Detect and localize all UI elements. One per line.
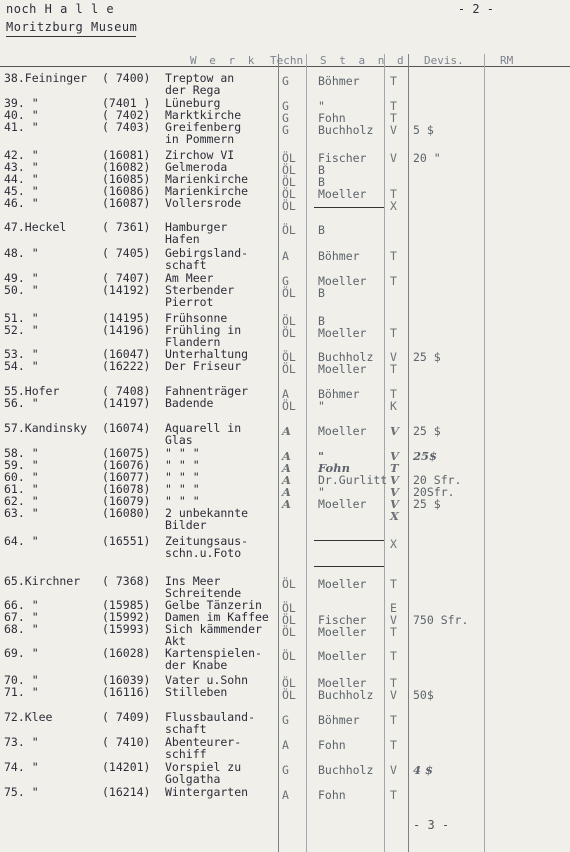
stand-blank-line bbox=[314, 540, 384, 541]
status-code-cell: T bbox=[390, 738, 397, 752]
work-title-cell: Greifenberg in Pommern bbox=[165, 120, 242, 146]
inventory-number-cell: (15992) bbox=[102, 610, 151, 624]
status-code-cell: T bbox=[390, 326, 397, 340]
location-cell: Moeller bbox=[318, 676, 367, 690]
status-code-cell: V bbox=[390, 449, 399, 463]
inventory-number-cell: (16076) bbox=[102, 458, 151, 472]
location-cell: Moeller bbox=[318, 274, 367, 288]
work-title-cell: 2 unbekannte Bilder bbox=[165, 506, 249, 532]
status-code-cell: V bbox=[390, 613, 397, 627]
location-cell: " bbox=[318, 99, 325, 113]
artist-cell: 64. " bbox=[4, 534, 39, 548]
inventory-number-cell: (16087) bbox=[102, 196, 151, 210]
status-code-cell: T bbox=[390, 676, 397, 690]
work-title-cell: " " " bbox=[165, 470, 200, 484]
work-title-cell: Marktkirche bbox=[165, 108, 242, 122]
location-cell: Fischer bbox=[318, 151, 367, 165]
artist-cell: 68. " bbox=[4, 622, 39, 636]
technique-cell: ÖL bbox=[282, 613, 296, 627]
location-cell: Moeller bbox=[318, 424, 367, 438]
artist-cell: 73. " bbox=[4, 735, 39, 749]
column-header-stand: S t a n d bbox=[320, 54, 407, 67]
status-code-cell: V bbox=[390, 473, 399, 487]
location-cell: " bbox=[318, 449, 324, 463]
work-title-cell: Aquarell in Glas bbox=[165, 421, 242, 447]
status-code-cell: V bbox=[390, 123, 397, 137]
work-title-cell: Ins Meer Schreitende bbox=[165, 574, 242, 600]
status-code-cell: V bbox=[390, 497, 399, 511]
technique-cell: A bbox=[282, 473, 291, 487]
technique-cell: G bbox=[282, 763, 289, 777]
column-header-rm: RM bbox=[500, 54, 514, 67]
location-cell: Buchholz bbox=[318, 763, 374, 777]
artist-cell: 43. " bbox=[4, 160, 39, 174]
work-title-cell: Abenteurer- schiff bbox=[165, 735, 242, 761]
location-cell: Fohn bbox=[318, 111, 346, 125]
inventory-number-cell: (16551) bbox=[102, 534, 151, 548]
artist-cell: 56. " bbox=[4, 396, 39, 410]
page-footer-number: - 3 - bbox=[413, 818, 450, 832]
artist-cell: 48. " bbox=[4, 246, 39, 260]
artist-cell: 55.Hofer bbox=[4, 384, 60, 398]
inventory-number-cell: ( 7407) bbox=[102, 271, 151, 285]
work-title-cell: " " " bbox=[165, 446, 200, 460]
technique-cell: ÖL bbox=[282, 577, 296, 591]
work-title-cell: Vorspiel zu Golgatha bbox=[165, 760, 242, 786]
inventory-number-cell: (16082) bbox=[102, 160, 151, 174]
work-title-cell: Zirchow VI bbox=[165, 148, 235, 162]
technique-cell: G bbox=[282, 123, 289, 137]
inventory-number-cell: (16074) bbox=[102, 421, 151, 435]
artist-cell: 45. " bbox=[4, 184, 39, 198]
inventory-number-cell: ( 7408) bbox=[102, 384, 151, 398]
technique-cell: G bbox=[282, 74, 289, 88]
header-museum: Moritzburg Museum bbox=[6, 20, 138, 34]
column-divider-technik bbox=[278, 54, 279, 852]
technique-cell: ÖL bbox=[282, 175, 296, 189]
inventory-number-cell: (16085) bbox=[102, 172, 151, 186]
stand-blank-line bbox=[314, 566, 384, 567]
price-cell: 750 Sfr. bbox=[413, 613, 469, 627]
artist-cell: 58. " bbox=[4, 446, 39, 460]
column-divider-stand bbox=[306, 54, 307, 852]
status-code-cell: T bbox=[390, 187, 397, 201]
work-title-cell: Vater u.Sohn bbox=[165, 673, 249, 687]
work-title-cell: " " " bbox=[165, 458, 200, 472]
inventory-number-cell: (16080) bbox=[102, 506, 151, 520]
status-code-cell: T bbox=[390, 99, 397, 113]
work-title-cell: Marienkirche bbox=[165, 172, 249, 186]
artist-cell: 52. " bbox=[4, 323, 39, 337]
work-title-cell: Am Meer bbox=[165, 271, 214, 285]
location-cell: Buchholz bbox=[318, 123, 374, 137]
location-cell: Moeller bbox=[318, 625, 367, 639]
status-code-cell: T bbox=[390, 649, 397, 663]
work-title-cell: Lüneburg bbox=[165, 96, 221, 110]
status-code-cell: X bbox=[390, 537, 397, 551]
technique-cell: ÖL bbox=[282, 601, 296, 615]
technique-cell: A bbox=[282, 788, 289, 802]
technique-cell: A bbox=[282, 387, 289, 401]
inventory-number-cell: ( 7368) bbox=[102, 574, 151, 588]
inventory-number-cell: (16039) bbox=[102, 673, 151, 687]
artist-cell: 46. " bbox=[4, 196, 39, 210]
header-city: noch H a l l e bbox=[6, 2, 115, 16]
inventory-number-cell: (15985) bbox=[102, 598, 151, 612]
location-cell: B bbox=[318, 175, 325, 189]
technique-cell: ÖL bbox=[282, 362, 296, 376]
work-title-cell: " " " bbox=[165, 482, 200, 496]
price-cell: 25 $ bbox=[413, 350, 441, 364]
technique-cell: A bbox=[282, 485, 291, 499]
status-code-cell: V bbox=[390, 688, 397, 702]
stand-underline bbox=[314, 207, 384, 208]
column-header-devis: Devis. bbox=[424, 54, 464, 67]
location-cell: Fohn bbox=[318, 788, 346, 802]
status-code-cell: T bbox=[390, 249, 397, 263]
artist-cell: 66. " bbox=[4, 598, 39, 612]
location-cell: Moeller bbox=[318, 187, 367, 201]
inventory-number-cell: (16077) bbox=[102, 470, 151, 484]
technique-cell: ÖL bbox=[282, 350, 296, 364]
artist-cell: 72.Klee bbox=[4, 710, 53, 724]
inventory-number-cell: (16047) bbox=[102, 347, 151, 361]
location-cell: " bbox=[318, 485, 325, 499]
column-divider-devis bbox=[408, 54, 409, 852]
inventory-number-cell: (16078) bbox=[102, 482, 151, 496]
artist-cell: 44. " bbox=[4, 172, 39, 186]
inventory-number-cell: (16222) bbox=[102, 359, 151, 373]
technique-cell: A bbox=[282, 497, 291, 511]
status-code-cell: V bbox=[390, 151, 397, 165]
inventory-number-cell: (16079) bbox=[102, 494, 151, 508]
work-title-cell: " " " bbox=[165, 494, 200, 508]
status-code-cell: T bbox=[390, 387, 397, 401]
location-cell: Böhmer bbox=[318, 249, 360, 263]
technique-cell: G bbox=[282, 713, 289, 727]
location-cell: Böhmer bbox=[318, 74, 360, 88]
price-cell: 50$ bbox=[413, 688, 434, 702]
location-cell: B bbox=[318, 314, 325, 328]
work-title-cell: Treptow an der Rega bbox=[165, 71, 235, 97]
work-title-cell: Wintergarten bbox=[165, 785, 249, 799]
artist-cell: 42. " bbox=[4, 148, 39, 162]
artist-cell: 69. " bbox=[4, 646, 39, 660]
work-title-cell: Flussbauland- schaft bbox=[165, 710, 256, 736]
technique-cell: A bbox=[282, 249, 289, 263]
status-code-cell: T bbox=[390, 461, 399, 475]
inventory-number-cell: (16075) bbox=[102, 446, 151, 460]
status-code-cell: V bbox=[390, 424, 399, 438]
location-cell: Moeller bbox=[318, 326, 367, 340]
artist-cell: 62. " bbox=[4, 494, 39, 508]
work-title-cell: Gelbe Tänzerin bbox=[165, 598, 262, 612]
technique-cell: ÖL bbox=[282, 163, 296, 177]
location-cell: Fischer bbox=[318, 613, 367, 627]
status-code-cell: T bbox=[390, 713, 397, 727]
technique-cell: A bbox=[282, 738, 289, 752]
technique-cell: ÖL bbox=[282, 199, 296, 213]
technique-cell: A bbox=[282, 449, 291, 463]
artist-cell: 74. " bbox=[4, 760, 39, 774]
inventory-number-cell: (16028) bbox=[102, 646, 151, 660]
location-cell: Moeller bbox=[318, 497, 367, 511]
work-title-cell: Gebirgsland- schaft bbox=[165, 246, 249, 272]
location-cell: Moeller bbox=[318, 362, 367, 376]
status-code-cell: T bbox=[390, 362, 397, 376]
work-title-cell: Marienkirche bbox=[165, 184, 249, 198]
artist-cell: 38.Feininger bbox=[4, 71, 88, 85]
technique-cell: ÖL bbox=[282, 286, 296, 300]
technique-cell: ÖL bbox=[282, 649, 296, 663]
inventory-number-cell: (7401 ) bbox=[102, 96, 151, 110]
location-cell: Dr.Gurlitt bbox=[318, 473, 388, 487]
artist-cell: 49. " bbox=[4, 271, 39, 285]
column-divider-code bbox=[384, 54, 385, 852]
artist-cell: 70. " bbox=[4, 673, 39, 687]
price-cell: 20Sfr. bbox=[413, 485, 455, 499]
status-code-cell: T bbox=[390, 111, 397, 125]
inventory-number-cell: (16116) bbox=[102, 685, 151, 699]
artist-cell: 50. " bbox=[4, 283, 39, 297]
work-title-cell: Frühling in Flandern bbox=[165, 323, 242, 349]
location-cell: Fohn bbox=[318, 738, 346, 752]
work-title-cell: Sich kämmender Akt bbox=[165, 622, 262, 648]
technique-cell: ÖL bbox=[282, 625, 296, 639]
status-code-cell: T bbox=[390, 74, 397, 88]
location-cell: Böhmer bbox=[318, 713, 360, 727]
technique-cell: A bbox=[282, 461, 291, 475]
column-divider-rm bbox=[484, 54, 485, 852]
price-cell: 5 $ bbox=[413, 123, 434, 137]
status-code-cell: V bbox=[390, 350, 397, 364]
status-code-cell: E bbox=[390, 601, 397, 615]
technique-cell: ÖL bbox=[282, 326, 296, 340]
price-cell: 20 Sfr. bbox=[413, 473, 462, 487]
artist-cell: 65.Kirchner bbox=[4, 574, 81, 588]
work-title-cell: Gelmeroda bbox=[165, 160, 228, 174]
work-title-cell: Stilleben bbox=[165, 685, 228, 699]
work-title-cell: Frühsonne bbox=[165, 311, 228, 325]
artist-cell: 61. " bbox=[4, 482, 39, 496]
work-title-cell: Damen im Kaffee bbox=[165, 610, 269, 624]
inventory-number-cell: ( 7410) bbox=[102, 735, 151, 749]
column-header-werk: W e r k bbox=[190, 54, 258, 67]
artist-cell: 59. " bbox=[4, 458, 39, 472]
artist-cell: 41. " bbox=[4, 120, 39, 134]
work-title-cell: Der Friseur bbox=[165, 359, 242, 373]
location-cell: Fohn bbox=[318, 461, 350, 475]
status-code-cell: X bbox=[390, 509, 399, 523]
location-cell: Böhmer bbox=[318, 387, 360, 401]
location-cell: Moeller bbox=[318, 577, 367, 591]
inventory-number-cell: ( 7400) bbox=[102, 71, 151, 85]
technique-cell: ÖL bbox=[282, 314, 296, 328]
artist-cell: 54. " bbox=[4, 359, 39, 373]
work-title-cell: Vollersrode bbox=[165, 196, 242, 210]
inventory-number-cell: (16081) bbox=[102, 148, 151, 162]
technique-cell: ÖL bbox=[282, 688, 296, 702]
status-code-cell: K bbox=[390, 399, 397, 413]
location-cell: Moeller bbox=[318, 649, 367, 663]
location-cell: Buchholz bbox=[318, 350, 374, 364]
inventory-number-cell: (16214) bbox=[102, 785, 151, 799]
status-code-cell: T bbox=[390, 274, 397, 288]
technique-cell: ÖL bbox=[282, 223, 296, 237]
artist-cell: 57.Kandinsky bbox=[4, 421, 88, 435]
artist-cell: 39. " bbox=[4, 96, 39, 110]
inventory-number-cell: (14195) bbox=[102, 311, 151, 325]
price-cell: 20 " bbox=[413, 151, 441, 165]
column-header-technik: Techn bbox=[270, 54, 304, 67]
price-cell: 25 $ bbox=[413, 497, 441, 511]
work-title-cell: Fahnenträger bbox=[165, 384, 249, 398]
work-title-cell: Unterhaltung bbox=[165, 347, 249, 361]
technique-cell: ÖL bbox=[282, 399, 296, 413]
location-cell: B bbox=[318, 286, 325, 300]
technique-cell: G bbox=[282, 99, 289, 113]
status-code-cell: V bbox=[390, 485, 399, 499]
artist-cell: 60. " bbox=[4, 470, 39, 484]
price-cell: 4 $ bbox=[413, 763, 434, 777]
artist-cell: 47.Heckel bbox=[4, 220, 67, 234]
work-title-cell: Sterbender Pierrot bbox=[165, 283, 235, 309]
status-code-cell: T bbox=[390, 577, 397, 591]
inventory-number-cell: ( 7403) bbox=[102, 120, 151, 134]
technique-cell: A bbox=[282, 424, 291, 438]
location-cell: B bbox=[318, 163, 325, 177]
artist-cell: 67. " bbox=[4, 610, 39, 624]
artist-cell: 71. " bbox=[4, 685, 39, 699]
location-cell: " bbox=[318, 399, 325, 413]
inventory-number-cell: (14196) bbox=[102, 323, 151, 337]
inventory-number-cell: ( 7405) bbox=[102, 246, 151, 260]
artist-cell: 75. " bbox=[4, 785, 39, 799]
inventory-number-cell: ( 7361) bbox=[102, 220, 151, 234]
status-code-cell: V bbox=[390, 763, 397, 777]
work-title-cell: Badende bbox=[165, 396, 214, 410]
location-cell: Buchholz bbox=[318, 688, 374, 702]
status-code-cell: X bbox=[390, 199, 397, 213]
artist-cell: 63. " bbox=[4, 506, 39, 520]
inventory-number-cell: (14197) bbox=[102, 396, 151, 410]
work-title-cell: Kartenspielen- der Knabe bbox=[165, 646, 262, 672]
location-cell: B bbox=[318, 223, 325, 237]
artist-cell: 53. " bbox=[4, 347, 39, 361]
inventory-number-cell: (14201) bbox=[102, 760, 151, 774]
inventory-number-cell: ( 7409) bbox=[102, 710, 151, 724]
price-cell: 25 $ bbox=[413, 424, 441, 438]
header-underline bbox=[6, 36, 136, 37]
status-code-cell: T bbox=[390, 625, 397, 639]
artist-cell: 40. " bbox=[4, 108, 39, 122]
work-title-cell: Zeitungsaus- schn.u.Foto bbox=[165, 534, 249, 560]
status-code-cell: T bbox=[390, 788, 397, 802]
page-number: - 2 - bbox=[457, 2, 494, 16]
inventory-number-cell: (14192) bbox=[102, 283, 151, 297]
technique-cell: G bbox=[282, 274, 289, 288]
inventory-number-cell: (16086) bbox=[102, 184, 151, 198]
inventory-number-cell: (15993) bbox=[102, 622, 151, 636]
inventory-number-cell: ( 7402) bbox=[102, 108, 151, 122]
artist-cell: 51. " bbox=[4, 311, 39, 325]
price-cell: 25$ bbox=[413, 449, 438, 463]
technique-cell: ÖL bbox=[282, 676, 296, 690]
work-title-cell: Hamburger Hafen bbox=[165, 220, 228, 246]
technique-cell: ÖL bbox=[282, 151, 296, 165]
technique-cell: ÖL bbox=[282, 187, 296, 201]
technique-cell: G bbox=[282, 111, 289, 125]
